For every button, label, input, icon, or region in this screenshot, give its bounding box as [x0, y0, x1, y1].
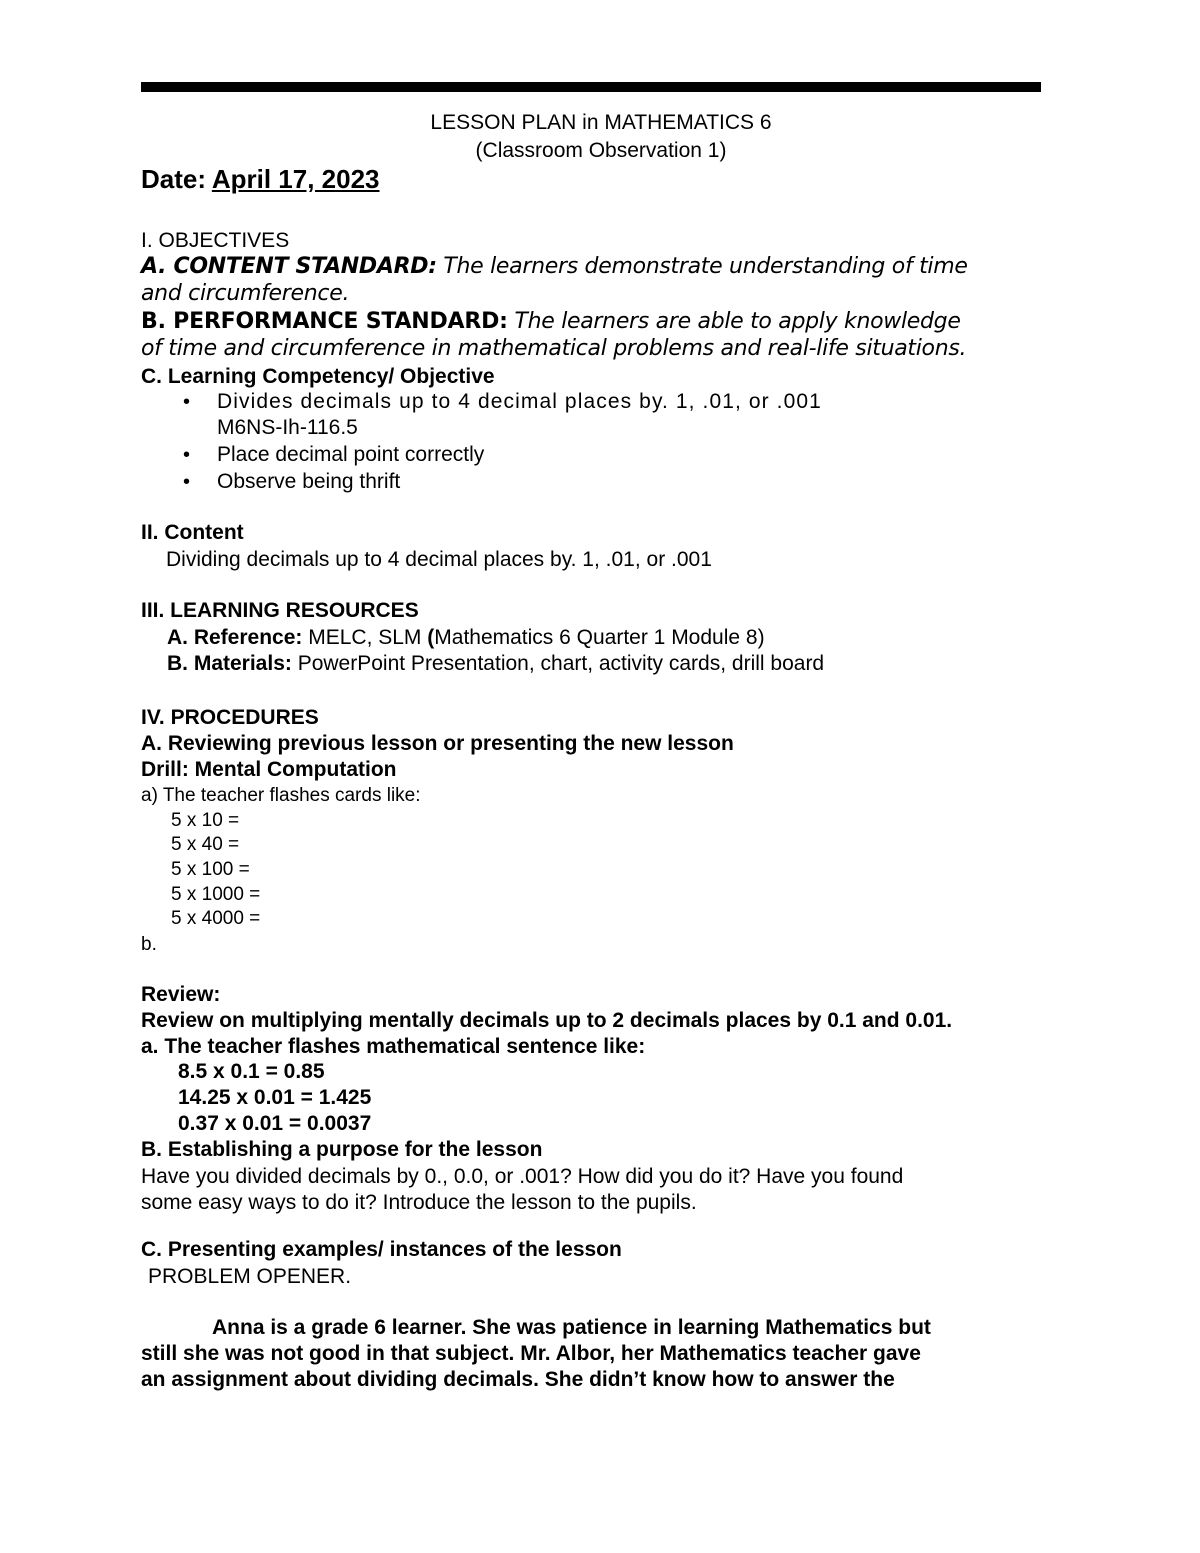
drill-item-2: 5 x 40 =: [171, 834, 240, 855]
reference-text-a: MELC, SLM: [302, 626, 428, 649]
drill-heading: Drill: Mental Computation: [141, 758, 397, 781]
review-item-1: 8.5 x 0.1 = 0.85: [178, 1060, 325, 1083]
drill-item-1: 5 x 10 =: [171, 810, 240, 831]
competency-item-2: Place decimal point correctly: [217, 443, 485, 466]
document-title: LESSON PLAN in MATHEMATICS 6: [430, 111, 772, 134]
content-heading: II. Content: [141, 521, 244, 544]
procedure-a-heading: A. Reviewing previous lesson or presenting the new lesson: [141, 732, 734, 755]
competency-item-1: Divides decimals up to 4 decimal places by. 1, .01, or .001: [217, 390, 822, 413]
content-standard-label: A. CONTENT STANDARD:: [141, 254, 437, 279]
competency-heading: C. Learning Competency/ Objective: [141, 365, 495, 388]
objectives-heading: I. OBJECTIVES: [141, 229, 290, 252]
performance-standard-text: The learners are able to apply knowledge: [507, 309, 961, 334]
procedure-c-heading: C. Presenting examples/ instances of the lesson: [141, 1238, 622, 1261]
procedure-b-text-1: Have you divided decimals by 0., 0.0, or .001? How did you do it? Have you found: [141, 1165, 904, 1188]
date-label: Date:: [141, 164, 207, 194]
performance-standard-label: B. PERFORMANCE STANDARD:: [141, 309, 508, 334]
review-item-3: 0.37 x 0.01 = 0.0037: [178, 1112, 372, 1135]
reference-line: [167, 625, 765, 651]
content-text: Dividing decimals up to 4 decimal places by. 1, .01, or .001: [166, 548, 712, 571]
header-rule: [141, 82, 1041, 92]
date-value: April 17, 2023: [211, 164, 380, 194]
competency-code: M6NS-Ih-116.5: [217, 416, 358, 439]
document-subtitle: (Classroom Observation 1): [475, 139, 727, 162]
date-line: [141, 166, 380, 195]
competency-item-3: Observe being thrift: [217, 470, 401, 493]
reference-text-b: Mathematics 6 Quarter 1 Module 8): [434, 626, 765, 649]
review-item-2: 14.25 x 0.01 = 1.425: [178, 1086, 372, 1109]
procedure-b-text-2: some easy ways to do it? Introduce the lesson to the pupils.: [141, 1191, 697, 1214]
materials-text: PowerPoint Presentation, chart, activity cards, drill board: [291, 652, 825, 675]
performance-standard-line: [141, 309, 961, 335]
bullet-icon: •: [183, 444, 191, 466]
resources-heading: III. LEARNING RESOURCES: [141, 599, 419, 622]
drill-intro: a) The teacher flashes cards like:: [141, 785, 421, 806]
materials-line: [167, 651, 824, 677]
drill-b: b.: [141, 934, 157, 955]
bullet-icon: •: [183, 471, 191, 493]
review-label: Review:: [141, 983, 221, 1006]
procedure-b-heading: B. Establishing a purpose for the lesson: [141, 1138, 543, 1161]
bullet-icon: •: [183, 391, 191, 413]
materials-label: B. Materials:: [167, 652, 292, 675]
procedures-heading: IV. PROCEDURES: [141, 706, 319, 729]
story-line-2: still she was not good in that subject. Mr. Albor, her Mathematics teacher gave: [141, 1342, 921, 1365]
drill-item-3: 5 x 100 =: [171, 859, 250, 880]
content-standard-line: [141, 254, 968, 280]
content-standard-text-2: and circumference.: [141, 281, 350, 306]
drill-item-4: 5 x 1000 =: [171, 884, 261, 905]
review-text: Review on multiplying mentally decimals up to 2 decimals places by 0.1 and 0.01.: [141, 1009, 953, 1032]
reference-paren: (: [427, 626, 435, 649]
story-line-1: Anna is a grade 6 learner. She was patience in learning Mathematics but: [212, 1316, 931, 1339]
drill-item-5: 5 x 4000 =: [171, 908, 261, 929]
story-line-3: an assignment about dividing decimals. She didn’t know how to answer the: [141, 1368, 895, 1391]
performance-standard-text-2: of time and circumference in mathematical problems and real-life situations.: [141, 336, 967, 361]
reference-label: A. Reference:: [167, 626, 303, 649]
content-standard-text: The learners demonstrate understanding of time: [436, 254, 968, 279]
review-intro: a. The teacher flashes mathematical sentence like:: [141, 1035, 646, 1058]
problem-opener: PROBLEM OPENER.: [148, 1265, 352, 1288]
